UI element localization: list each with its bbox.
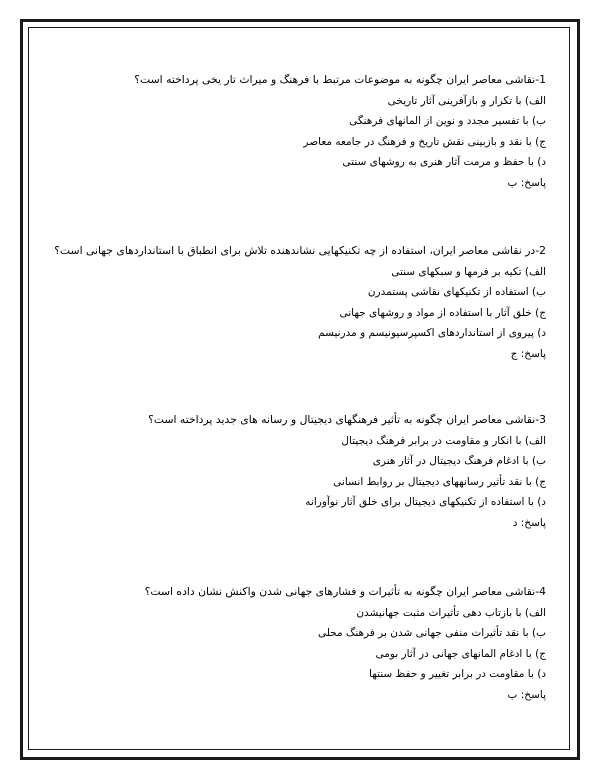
option-dal: د) با مقاومت در برابر تغییر و حفظ سنتها [369, 668, 546, 680]
question-text: 3-نقاشی معاصر ایران چگونه به تأثیر فرهنگهای دیجیتال و رسانه های جدید پرداخته است؟ [148, 413, 546, 426]
question-1 [60, 70, 546, 193]
question-text: 4-نقاشی معاصر ایران چگونه به تأثیرات و فشارهای جهانی شدن واکنش نشان داده است؟ [144, 585, 546, 598]
question-text: 2-در نقاشی معاصر ایران، استفاده از چه تکنیکهایی نشاندهنده تلاش برای انطباق با استانداردهای جهانی است؟ [54, 244, 546, 257]
option-be: ب) با نقد تأثیرات منفی جهانی شدن بر فرهنگ محلی [317, 627, 546, 639]
option-alef: الف) با تکرار و بازآفرینی آثار تاریخی [387, 94, 546, 107]
option-dal: د) با حفظ و مرمت آثار هنری به روشهای سنتی [342, 156, 546, 168]
option-alef: الف) تکیه بر فرمها و سبکهای سنتی [391, 265, 546, 278]
option-jim: ج) با نقد تأثیر رسانههای دیجیتال بر روابط انسانی [333, 475, 546, 488]
option-jim: ج) خلق آثار با استفاده از مواد و روشهای جهانی [339, 306, 546, 319]
option-jim: ج) با نقد و بازبینی نقش تاریخ و فرهنگ در جامعه معاصر [303, 135, 546, 148]
question-4 [60, 582, 546, 705]
option-dal: د) با استفاده از تکنیکهای دیجیتال برای خلق آثار نوآورانه [305, 496, 546, 508]
option-dal: د) پیروی از استانداردهای اکسپرسیونیسم و مدرنیسم [318, 327, 546, 339]
answer: پاسخ: ب [507, 176, 546, 189]
option-jim: ج) با ادغام المانهای جهانی در آثار بومی [375, 647, 546, 660]
option-be: ب) با تفسیر مجدد و نوین از المانهای فرهنگی [349, 115, 546, 127]
question-3 [60, 410, 546, 533]
answer: پاسخ: ج [510, 347, 546, 360]
question-2 [54, 241, 546, 364]
answer: پاسخ: د [512, 516, 546, 529]
answer: پاسخ: ب [507, 688, 546, 701]
option-alef: الف) با انکار و مقاومت در برابر فرهنگ دیجیتال [341, 434, 546, 447]
option-alef: الف) با بازتاب دهی تأثیرات مثبت جهانیشدن [356, 606, 546, 619]
option-be: ب) استفاده از تکنیکهای نقاشی پستمدرن [367, 286, 546, 298]
option-be: ب) با ادغام فرهنگ دیجیتال در آثار هنری [372, 455, 546, 467]
question-text: 1-نقاشی معاصر ایران چگونه به موضوعات مرتبط با فرهنگ و میراث تار یخی پرداخته است؟ [134, 73, 546, 86]
questions-list [54, 70, 546, 705]
